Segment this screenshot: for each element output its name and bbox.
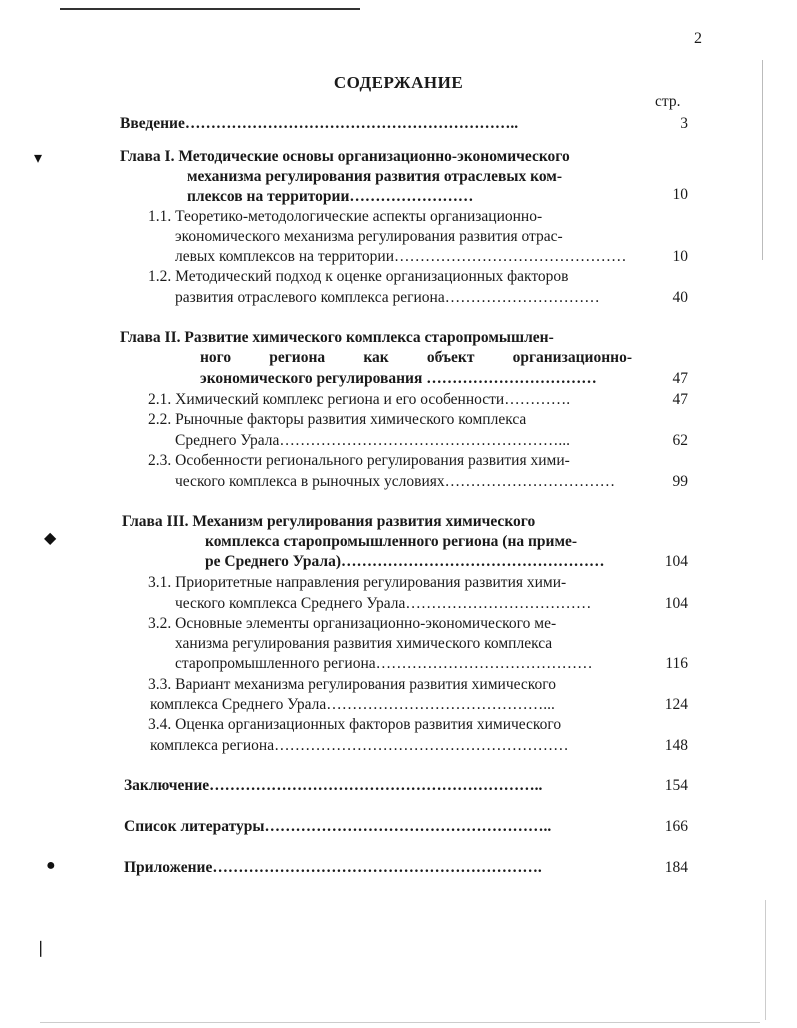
section-2-3-page: 99 (672, 473, 688, 490)
section-1-2-line-1: 1.2. Методический подход к оценке организационных факторов (148, 268, 569, 285)
toc-page-appendix: 184 (664, 859, 688, 876)
chapter-2-word: объект (426, 349, 475, 366)
chapter-2-word: организационно- (512, 349, 632, 366)
chapter-2-word: ного (200, 349, 232, 366)
section-1-1-line-3: левых комплексов на территории……………………………………… (175, 248, 627, 265)
chapter-1-page: 10 (672, 186, 688, 203)
section-3-2-page: 116 (665, 655, 688, 672)
chapter-1-title-line-2: механизма регулирования развития отраслевых ком- (187, 168, 563, 185)
chapter-2-page: 47 (672, 370, 688, 387)
chapter-2-title-line-3: экономического регулирования …………………………… (200, 370, 597, 387)
scan-artifact-right-line-lower (765, 900, 766, 1020)
section-2-2-line-1: 2.2. Рыночные факторы развития химического комплекса (148, 411, 527, 428)
scan-artifact-mark: ▾ (34, 150, 43, 167)
toc-page-bibliography: 166 (664, 818, 688, 835)
section-1-2-line-2: развития отраслевого комплекса региона………………………… (175, 289, 600, 306)
scan-artifact-mark: ● (46, 857, 56, 874)
chapter-3-page: 104 (664, 553, 688, 570)
section-3-4-line-1: 3.4. Оценка организационных факторов развития химического (148, 716, 562, 733)
section-3-3-line-2: комплекса Среднего Урала……………………………………... (150, 696, 555, 713)
section-3-3-page: 124 (664, 696, 688, 713)
section-1-2-page: 40 (672, 289, 688, 306)
section-3-3-line-1: 3.3. Вариант механизма регулирования развития химического (148, 676, 556, 693)
section-2-2-page: 62 (672, 432, 688, 449)
page-number: 2 (694, 30, 702, 47)
section-2-3-line-1: 2.3. Особенности регионального регулирования развития хими- (148, 452, 570, 469)
chapter-2-word: региона (269, 349, 326, 366)
toc-entry-intro: Введение……………………………………………………….. (120, 115, 519, 132)
section-1-1-line-2: экономического механизма регулирования развития отрас- (175, 228, 563, 245)
section-1-1-page: 10 (672, 248, 688, 265)
scan-artifact-mark: ◆ (44, 530, 57, 547)
chapter-3-title-line-1: Глава III. Механизм регулирования развития химического (122, 513, 536, 530)
section-2-1-line-1: 2.1. Химический комплекс региона и его особенности…………. (148, 391, 571, 408)
scan-artifact-bottom-line (40, 1022, 760, 1023)
toc-title: СОДЕРЖАНИЕ (333, 73, 464, 92)
toc-page-intro: 3 (680, 115, 688, 132)
section-3-4-line-2: комплекса региона………………………………………………… (150, 737, 569, 754)
section-2-2-line-2: Среднего Урала………………………………………………... (175, 432, 571, 449)
section-3-1-page: 104 (664, 595, 688, 612)
section-3-4-page: 148 (664, 737, 688, 754)
section-1-1-line-1: 1.1. Теоретико-методологические аспекты организационно- (148, 208, 543, 225)
scan-artifact-mark: ❘ (34, 940, 48, 957)
chapter-1-title-line-3: плексов на территории…………………… (187, 188, 474, 205)
toc-page-conclusion: 154 (664, 777, 688, 794)
toc-entry-bibliography: Список литературы……………………………………………….. (124, 818, 552, 835)
chapter-3-title-line-3: ре Среднего Урала)…………………………………………… (205, 553, 605, 570)
section-3-2-line-3: старопромышленного региона…………………………………… (175, 655, 593, 672)
toc-entry-conclusion: Заключение……………………………………………………….. (124, 777, 543, 794)
chapter-2-title-line-2 (200, 349, 632, 367)
section-3-1-line-2: ческого комплекса Среднего Урала……………………………… (175, 595, 592, 612)
section-3-2-line-2: ханизма регулирования развития химического комплекса (175, 635, 553, 652)
section-2-3-line-2: ческого комплекса в рыночных условиях…………………………… (175, 473, 616, 490)
section-3-2-line-1: 3.2. Основные элементы организационно-экономического ме- (148, 615, 557, 632)
section-2-1-page: 47 (672, 391, 688, 408)
chapter-2-title-line-1: Глава II. Развитие химического комплекса старопромышлен- (120, 329, 554, 346)
chapter-3-title-line-2: комплекса старопромышленного региона (на приме- (205, 533, 578, 550)
section-3-1-line-1: 3.1. Приоритетные направления регулирования развития хими- (148, 574, 567, 591)
chapter-1-title-line-1: Глава I. Методические основы организационно-экономического (120, 148, 570, 165)
chapter-2-word: как (363, 349, 389, 366)
toc-entry-appendix: Приложение………………………………………………………. (124, 859, 542, 876)
page-column-header: стр. (655, 93, 681, 110)
scan-artifact-top-line (60, 8, 360, 10)
